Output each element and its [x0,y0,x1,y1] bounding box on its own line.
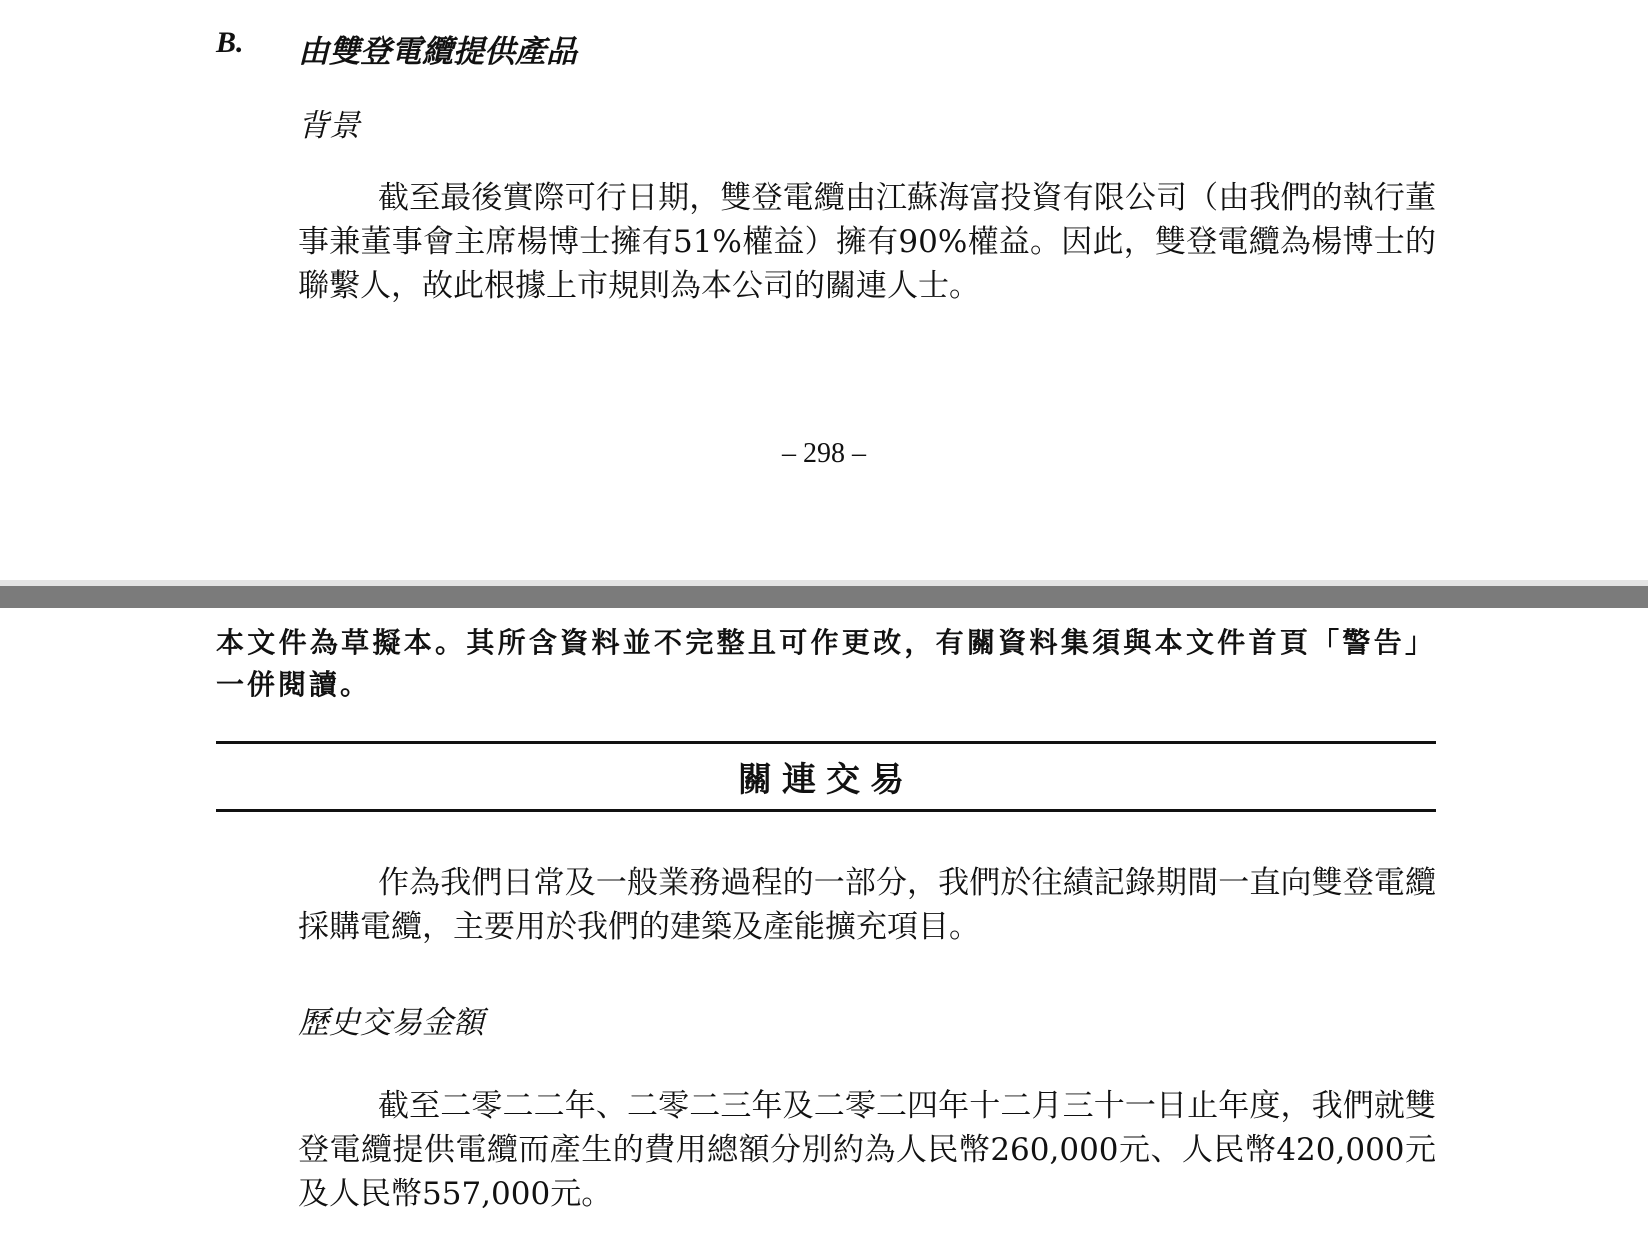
draft-notice: 本文件為草擬本。其所含資料並不完整且可作更改，有關資料集須與本文件首頁「警告」一併閱讀。 [216,626,1436,701]
subheading-background: 背景 [298,108,360,144]
section-title: 由雙登電纜提供產品 [298,34,577,70]
banner-rule-top [216,741,1436,744]
subheading-historical-amounts: 歷史交易金額 [298,1005,484,1041]
page-separator [0,586,1648,608]
intro-paragraph: 作為我們日常及一般業務過程的一部分，我們於往績記錄期間一直向雙登電纜採購電纜，主要用於我們的建築及產能擴充項目。 [298,865,1436,945]
banner-rule-bottom [216,809,1436,812]
chapter-banner-title: 關連交易 [738,760,914,800]
historical-amounts-paragraph: 截至二零二二年、二零二三年及二零二四年十二月三十一日止年度，我們就雙登電纜提供電纜而產生的費用總額分別約為人民幣260,000元、人民幣420,000元及人民幣557,000元。 [298,1088,1436,1212]
page-number: – 298 – [782,438,866,469]
background-paragraph: 截至最後實際可行日期，雙登電纜由江蘇海富投資有限公司（由我們的執行董事兼董事會主席楊博士擁有51%權益）擁有90%權益。因此，雙登電纜為楊博士的聯繫人，故此根據上市規則為本公司的關連人士。 [298,180,1436,304]
section-letter: B. [216,26,244,59]
